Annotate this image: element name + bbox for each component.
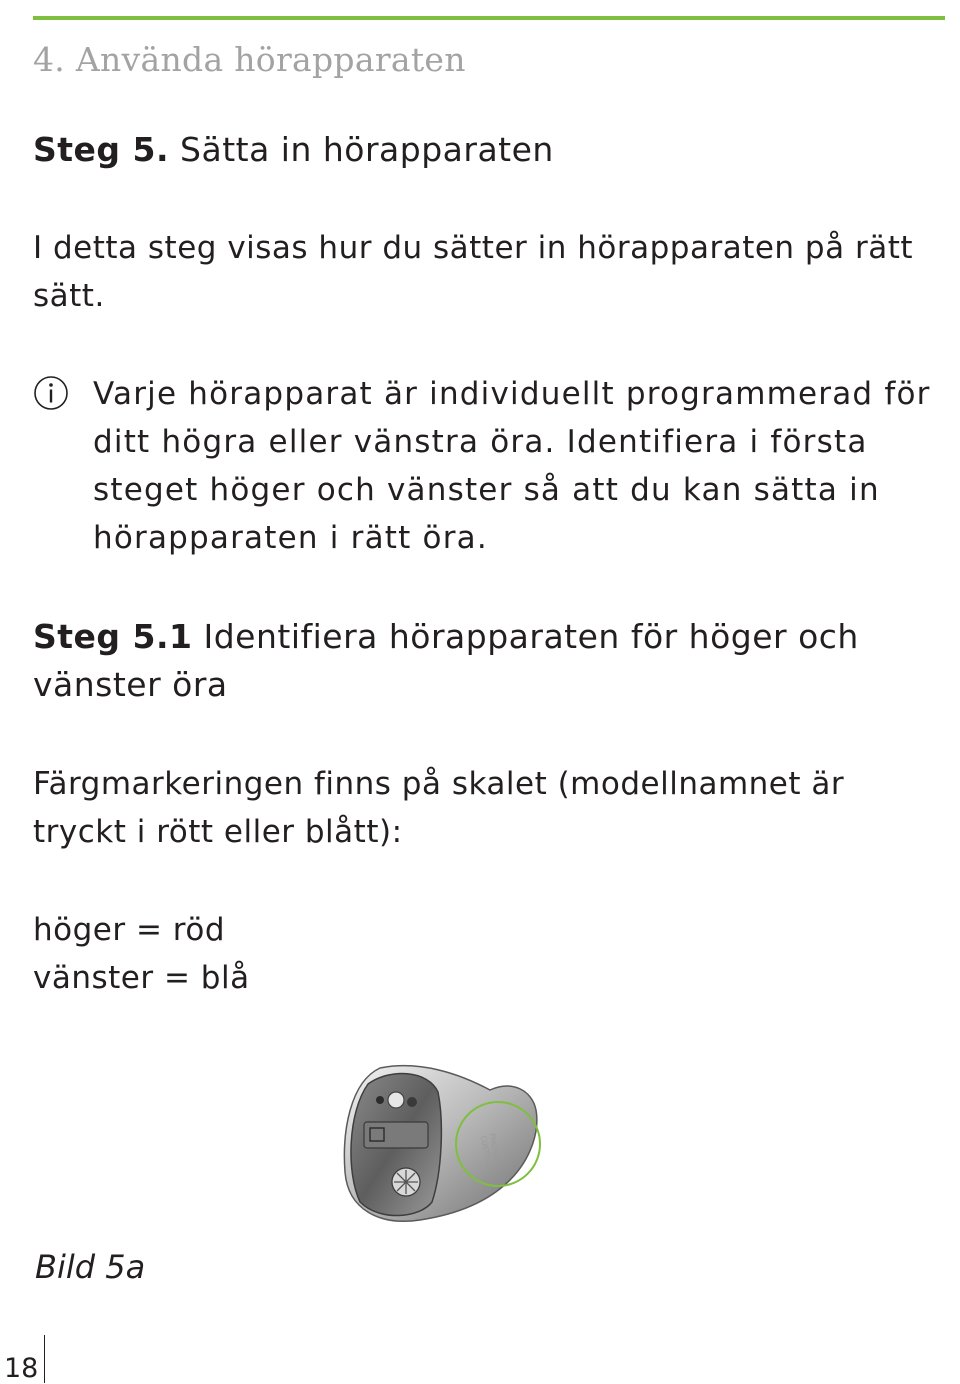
mapping-right: höger = röd: [33, 912, 225, 948]
indicator: [407, 1097, 417, 1107]
step-label: Steg 5.: [33, 130, 170, 169]
battery-door: [364, 1122, 428, 1148]
push-button: [388, 1092, 404, 1108]
info-icon: [33, 375, 69, 411]
section-title: 4. Använda hörapparaten: [33, 40, 466, 79]
substep-heading: [33, 613, 933, 709]
microphone-port: [376, 1096, 384, 1104]
top-rule: [33, 16, 945, 20]
device-label-phonak: PHONAK: [488, 1132, 502, 1164]
color-marking-paragraph: Färgmarkeringen finns på skalet (modellnamnet är tryckt i rött eller blått):: [33, 766, 845, 850]
info-note: Varje hörapparat är individuellt programmerad för ditt högra eller vänstra öra. Identifiera i första steget höger och vänster så att du kan sätta in hörapparaten i rätt öra.: [93, 376, 931, 556]
substep-label: Steg 5.1: [33, 617, 193, 656]
hearing-aid-illustration: [340, 1062, 555, 1224]
substep-title: Identifiera hörapparaten för höger och vänster öra: [33, 617, 859, 704]
mapping-left: vänster = blå: [33, 960, 250, 996]
intro-paragraph: I detta steg visas hur du sätter in hörapparaten på rätt sätt.: [33, 230, 914, 314]
step-heading: [33, 130, 554, 169]
figure-caption: Bild 5a: [35, 1248, 146, 1286]
page-number: 18: [4, 1353, 39, 1384]
step-title: Sätta in hörapparaten: [180, 130, 554, 169]
device-label-custom: CUSTOM: [479, 1134, 493, 1167]
color-mapping-list: [33, 906, 250, 1002]
page-number-rule: [44, 1335, 45, 1383]
